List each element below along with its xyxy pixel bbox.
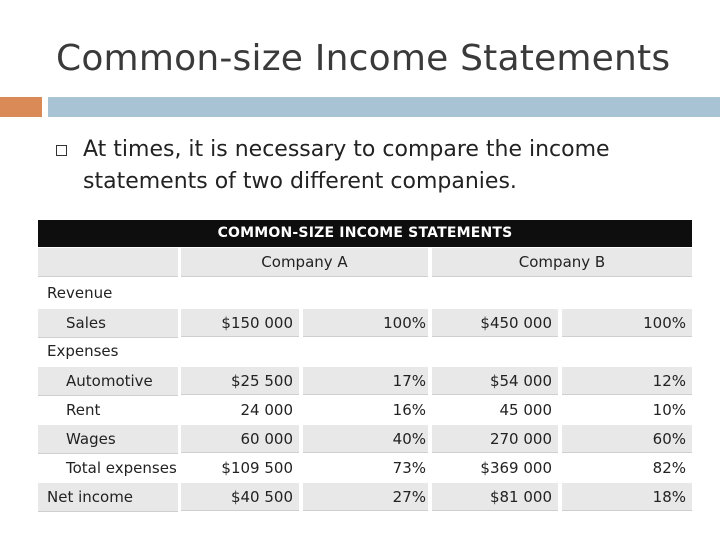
table-row xyxy=(38,396,178,424)
row-label: Sales xyxy=(66,314,106,332)
rent-a-pct: 16% xyxy=(392,401,426,419)
bullet-square-icon xyxy=(56,145,67,156)
net-b-pct: 18% xyxy=(562,483,692,511)
rent-a-amount: 24 000 xyxy=(240,401,293,419)
company-b-header: Company B xyxy=(432,248,692,277)
total-b-amount: $369 000 xyxy=(480,459,552,477)
wages-b-amount: 270 000 xyxy=(432,425,558,453)
row-label: Net income xyxy=(47,488,134,506)
wages-a-amount: 60 000 xyxy=(181,425,299,453)
company-a-header: Company A xyxy=(181,248,428,277)
net-a-amount: $40 500 xyxy=(181,483,299,511)
accent-bar-blue xyxy=(48,97,720,117)
table-row xyxy=(38,483,178,512)
table-heading: COMMON-SIZE INCOME STATEMENTS xyxy=(38,220,692,247)
automotive-a-amount: $25 500 xyxy=(181,367,299,395)
bullet-text: At times, it is necessary to compare the income statements of two different companies. xyxy=(83,137,610,194)
sales-a-pct: 100% xyxy=(303,309,428,337)
table-row xyxy=(38,454,178,482)
row-label: Rent xyxy=(66,401,101,419)
accent-bar-orange xyxy=(0,97,42,117)
net-a-pct: 27% xyxy=(303,483,428,511)
sales-b-amount: $450 000 xyxy=(432,309,558,337)
header-blank-cell xyxy=(38,248,178,277)
row-label: Total expenses xyxy=(66,459,177,477)
rent-b-amount: 45 000 xyxy=(499,401,552,419)
row-label: Automotive xyxy=(66,372,153,390)
wages-a-pct: 40% xyxy=(303,425,428,453)
net-b-amount: $81 000 xyxy=(432,483,558,511)
rent-b-pct: 10% xyxy=(652,401,686,419)
automotive-b-amount: $54 000 xyxy=(432,367,558,395)
row-label: Wages xyxy=(66,430,116,448)
wages-b-pct: 60% xyxy=(562,425,692,453)
total-b-pct: 82% xyxy=(652,459,686,477)
sales-a-amount: $150 000 xyxy=(181,309,299,337)
total-a-pct: 73% xyxy=(392,459,426,477)
slide-title: Common-size Income Statements xyxy=(56,38,671,79)
table-row xyxy=(38,309,178,338)
automotive-b-pct: 12% xyxy=(562,367,692,395)
automotive-a-pct: 17% xyxy=(303,367,428,395)
table-row xyxy=(38,425,178,454)
total-a-amount: $109 500 xyxy=(221,459,293,477)
sales-b-pct: 100% xyxy=(562,309,692,337)
expenses-label: Expenses xyxy=(47,342,119,360)
revenue-label: Revenue xyxy=(47,284,113,302)
table-row xyxy=(38,367,178,396)
